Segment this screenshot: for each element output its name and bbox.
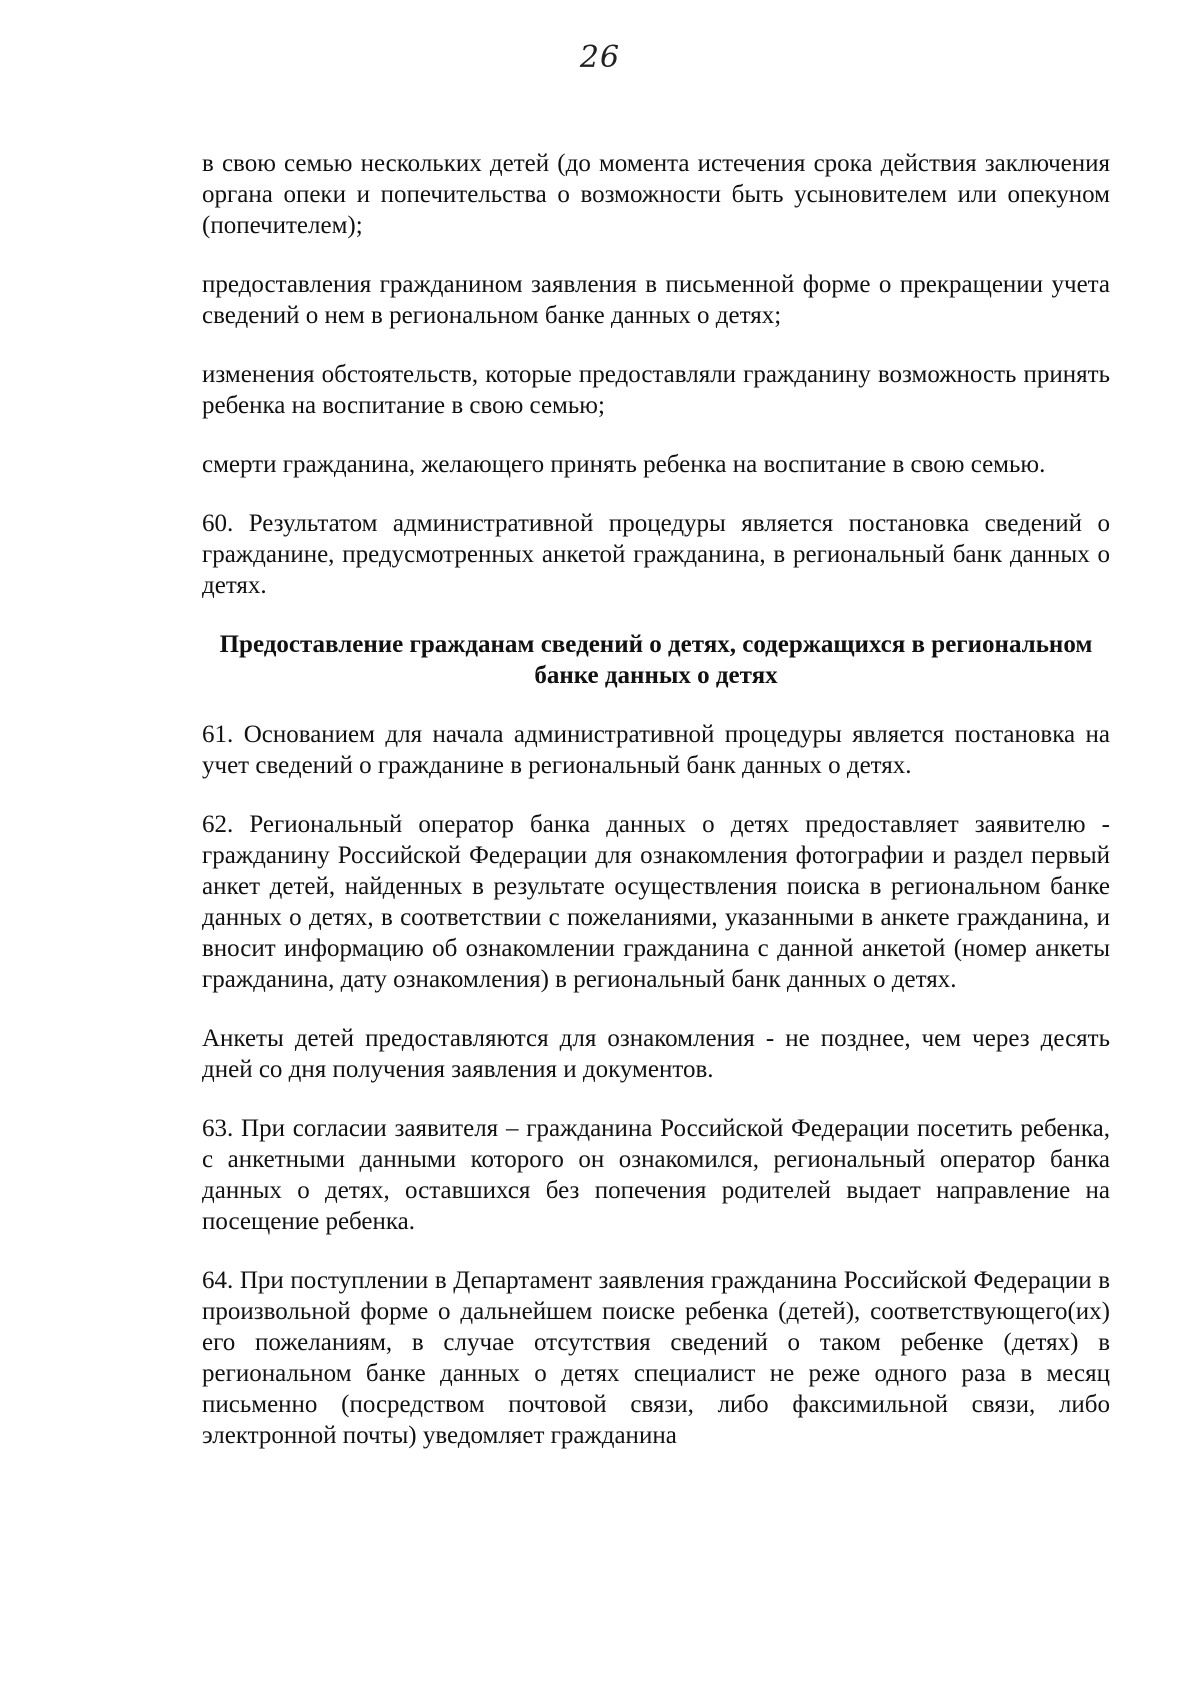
paragraph: смерти гражданина, желающего принять ребенка на воспитание в свою семью. bbox=[202, 451, 1046, 478]
paragraph-item-64: 64. При поступлении в Департамент заявления гражданина Российской Федерации в произвольной форме о дальнейшем поиске ребенка (детей), соответствующего(их) его пожеланиям, в случае отсутствия сведений о таком ребенке (детях) в региональном банке данных о детях специалист не реже одного раза в месяц письменно (посредством почтовой связи, либо факсимильной связи, либо электронной почты) уведомляет гражданина bbox=[202, 1267, 1110, 1449]
document-body bbox=[202, 148, 1110, 1479]
paragraph-item-61: 61. Основанием для начала административной процедуры является постановка на учет сведений о гражданине в региональный банк данных о детях. bbox=[202, 721, 1110, 779]
paragraph: Анкеты детей предоставляются для ознакомления - не позднее, чем через десять дней со дня получения заявления и документов. bbox=[202, 1025, 1110, 1083]
paragraph-item-63: 63. При согласии заявителя – гражданина Российской Федерации посетить ребенка, с анкетными данными которого он ознакомился, региональный оператор банка данных о детях, оставшихся без попечения родителей выдает направление на посещение ребенка. bbox=[202, 1115, 1110, 1235]
paragraph-item-60: 60. Результатом административной процедуры является постановка сведений о гражданине, предусмотренных анкетой гражданина, в региональный банк данных о детях. bbox=[202, 510, 1110, 599]
paragraph: в свою семью нескольких детей (до момента истечения срока действия заключения органа опеки и попечительства о возможности быть усыновителем или опекуном (попечителем); bbox=[202, 150, 1110, 239]
paragraph: предоставления гражданином заявления в письменной форме о прекращении учета сведений о нем в региональном банке данных о детях; bbox=[202, 271, 1110, 329]
section-heading: Предоставление гражданам сведений о детях, содержащихся в региональном банке данных о детях bbox=[219, 631, 1093, 689]
paragraph-item-62: 62. Региональный оператор банка данных о детях предоставляет заявителю - гражданину Российской Федерации для ознакомления фотографии и раздел первый анкет детей, найденных в результате осуществления поиска в региональном банке данных о детях, в соответствии с пожеланиями, указанными в анкете гражданина, и вносит информацию об ознакомлении гражданина с данной анкетой (номер анкеты гражданина, дату ознакомления) в региональный банк данных о детях. bbox=[202, 811, 1110, 993]
paragraph: изменения обстоятельств, которые предоставляли гражданину возможность принять ребенка на воспитание в свою семью; bbox=[202, 361, 1110, 419]
page-number: 26 bbox=[579, 40, 621, 75]
